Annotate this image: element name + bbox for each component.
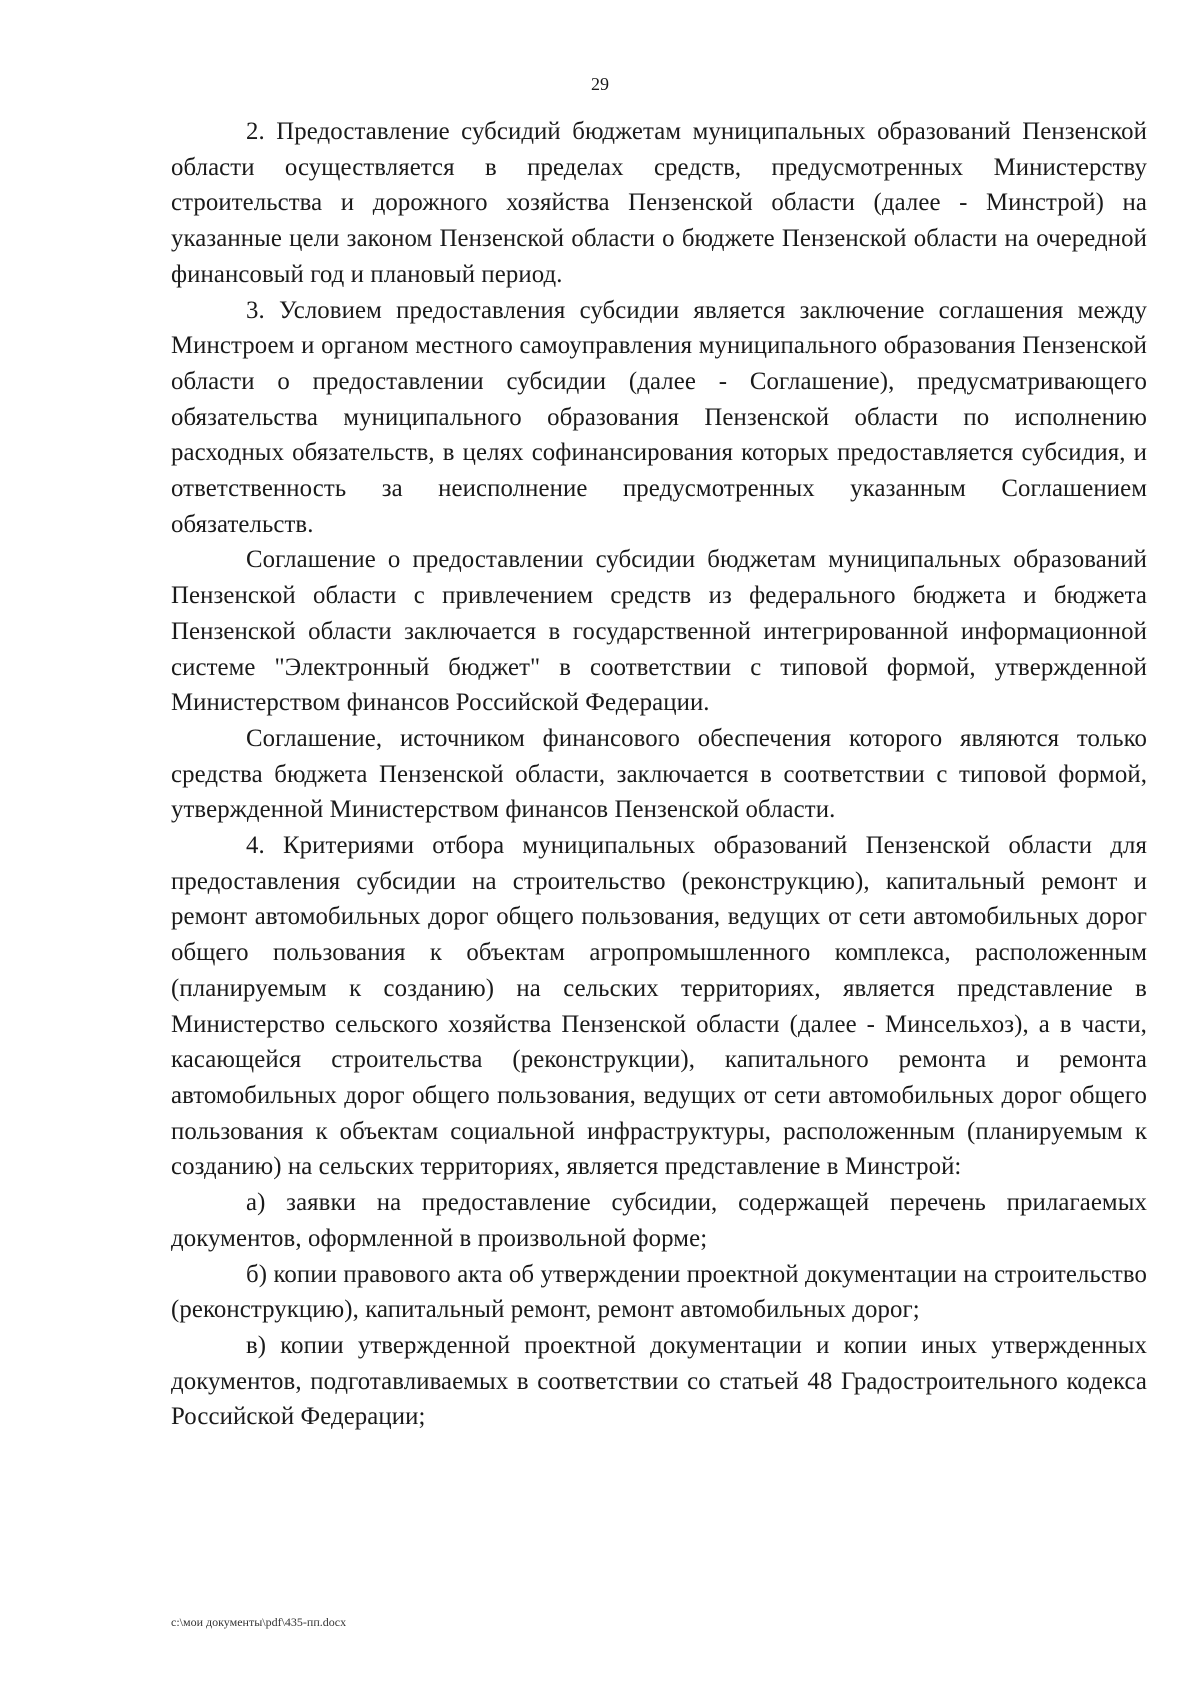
paragraph-agreement-regional: Соглашение, источником финансового обеспечения которого являются только средства бюджета Пензенской области, заключается в соответствии с типовой формой, утвержденной Министерством финансов Пензенской области. [171, 724, 1147, 824]
list-item-b: б) копии правового акта об утверждении проектной документации на строительство (реконструкцию), капитальный ремонт, ремонт автомобильных дорог; [171, 1260, 1147, 1324]
paragraph-agreement-federal: Соглашение о предоставлении субсидии бюджетам муниципальных образований Пензенской области с привлечением средств из федерального бюджета и бюджета Пензенской области заключается в государственной интегрированной информационной системе "Электронный бюджет" в соответствии с типовой формой, утвержденной Министерством финансов Российской Федерации. [171, 546, 1147, 717]
document-body [171, 114, 1147, 1435]
paragraph-2: 2. Предоставление субсидий бюджетам муниципальных образований Пензенской области осуществляется в пределах средств, предусмотренных Министерству строительства и дорожного хозяйства Пензенской области (далее - Минстрой) на указанные цели законом Пензенской области о бюджете Пензенской области на очередной финансовый год и плановый период. [171, 118, 1147, 288]
paragraph-4: 4. Критериями отбора муниципальных образований Пензенской области для предоставления субсидии на строительство (реконструкцию), капитальный ремонт и ремонт автомобильных дорог общего пользования, ведущих от сети автомобильных дорог общего пользования к объектам агропромышленного комплекса, расположенным (планируемым к созданию) на сельских территориях, является представление в Министерство сельского хозяйства Пензенской области (далее - Минсельхоз), а в части, касающейся строительства (реконструкции), капитального ремонта и ремонта автомобильных дорог общего пользования, ведущих от сети автомобильных дорог общего пользования к объектам социальной инфраструктуры, расположенным (планируемым к созданию) на сельских территориях, является представление в Минстрой: [171, 832, 1147, 1181]
list-item-a: а) заявки на предоставление субсидии, содержащей перечень прилагаемых документов, оформленной в произвольной форме; [171, 1189, 1147, 1252]
paragraph-3: 3. Условием предоставления субсидии является заключение соглашения между Минстроем и органом местного самоуправления муниципального образования Пензенской области о предоставлении субсидии (далее - Соглашение), предусматривающего обязательства муниципального образования Пензенской области по исполнению расходных обязательств, в целях софинансирования которых предоставляется субсидия, и ответственность за неисполнение предусмотренных указанным Соглашением обязательств. [171, 296, 1147, 538]
page-number: 29 [591, 74, 609, 94]
list-item-v: в) копии утвержденной проектной документации и копии иных утвержденных документов, подготавливаемых в соответствии со статьей 48 Градостроительного кодекса Российской Федерации; [171, 1331, 1147, 1431]
footer-file-path: c:\мои документы\pdf\435-пп.docx [171, 1615, 347, 1629]
